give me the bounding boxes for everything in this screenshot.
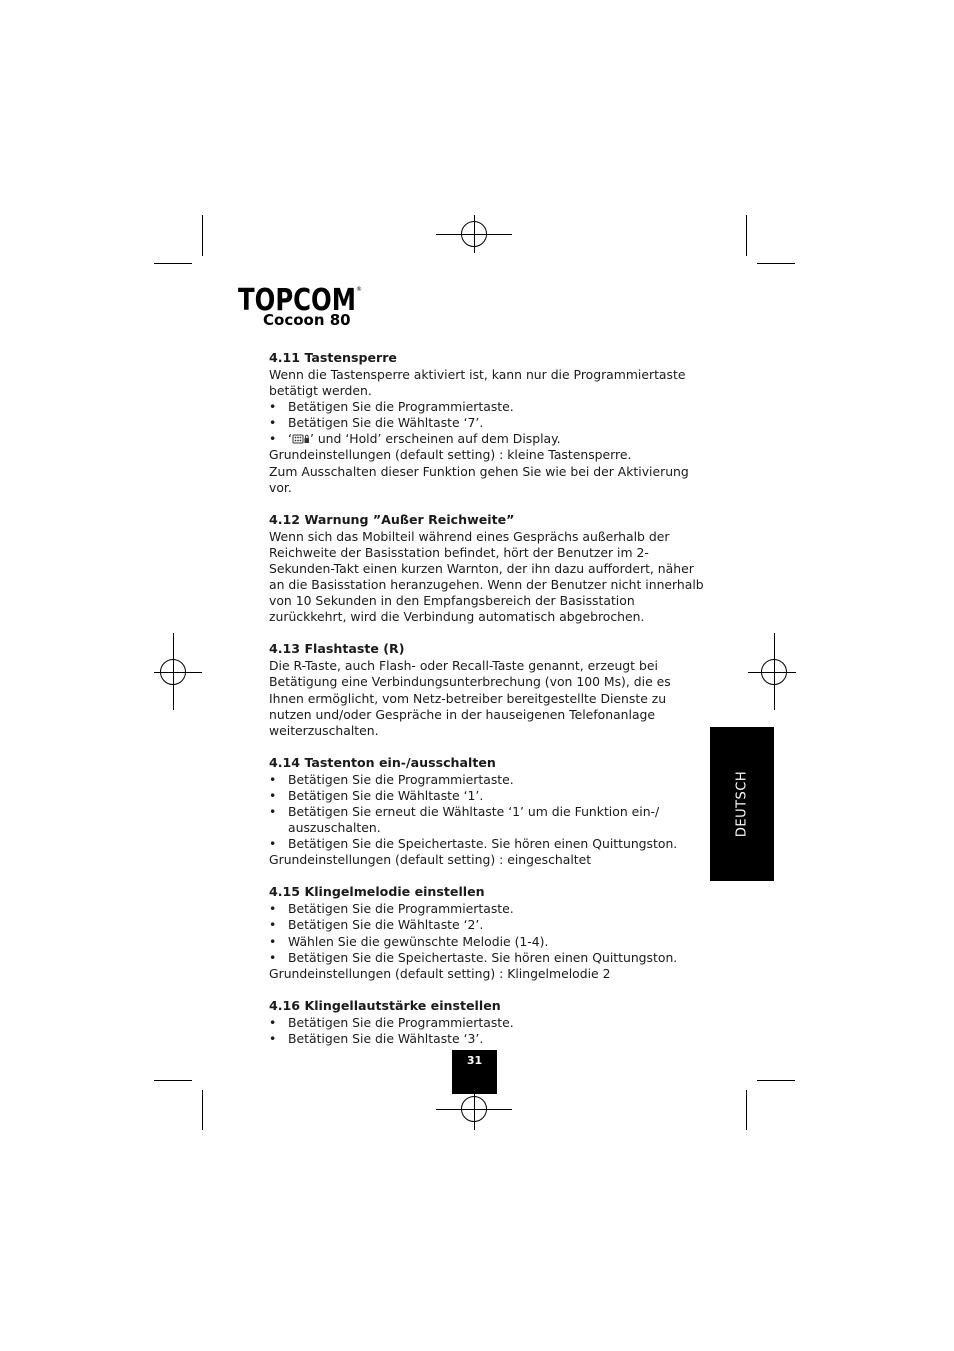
topcom-logo xyxy=(238,281,363,315)
section-tastenton xyxy=(269,754,709,869)
list-item: • Betätigen Sie die Wähltaste ‘1’. xyxy=(269,788,709,804)
crop-mark xyxy=(202,1090,203,1130)
language-tab-label: DEUTSCH xyxy=(734,770,750,838)
svg-text:TOPCOM: TOPCOM xyxy=(238,283,356,315)
section-text: Grundeinstellungen (default setting) : eingeschaltet xyxy=(269,852,592,868)
manual-content xyxy=(269,349,709,1062)
section-text: Wenn sich das Mobilteil während eines Gesprächs außerhalb der Reichweite der Basisstation befindet, hört der Benutzer im 2-Sekunden-Takt einen kurzen Warnton, der ihn dazu auffordert, näher an die Basisstation heranzugehen. Wenn der Benutzer nicht innerhalb von 10 Sekunden in den Empfangsbereich der Basisstation zurückkehrt, wird die Verbindung automatisch abgebrochen. xyxy=(269,528,704,625)
section-heading: 4.12 Warnung ”Außer Reichweite” xyxy=(269,511,515,527)
bullet-list xyxy=(269,1015,709,1047)
language-tab xyxy=(710,727,774,881)
registration-circle xyxy=(160,659,186,685)
list-item: • Betätigen Sie die Wähltaste ‘2’. xyxy=(269,917,709,933)
section-klingellautstaerke xyxy=(269,997,709,1047)
list-item: • Betätigen Sie die Wähltaste ‘7’. xyxy=(269,415,709,431)
list-item: • Wählen Sie die gewünschte Melodie (1-4). xyxy=(269,934,709,950)
page-number: 31 xyxy=(466,1054,483,1067)
crop-mark xyxy=(746,1090,747,1130)
list-item: • Betätigen Sie die Speichertaste. Sie hören einen Quittungston. xyxy=(269,836,709,852)
crop-mark xyxy=(154,263,192,264)
section-text: Zum Ausschalten dieser Funktion gehen Sie wie bei der Aktivierung vor. xyxy=(269,463,689,495)
section-text: Grundeinstellungen (default setting) : Klingelmelodie 2 xyxy=(269,965,611,981)
section-text: Grundeinstellungen (default setting) : kleine Tastensperre. xyxy=(269,447,632,463)
list-item: • Betätigen Sie die Programmiertaste. xyxy=(269,901,709,917)
crop-mark xyxy=(757,1080,795,1081)
section-tastensperre xyxy=(269,349,709,496)
page-number-box xyxy=(452,1050,497,1094)
crop-mark xyxy=(154,1080,192,1081)
crop-mark xyxy=(202,215,203,256)
section-flashtaste xyxy=(269,640,709,738)
registration-circle xyxy=(461,221,487,247)
bullet-list xyxy=(269,399,709,447)
section-heading: 4.15 Klingelmelodie einstellen xyxy=(269,884,485,900)
registration-circle xyxy=(461,1096,487,1122)
crop-mark xyxy=(746,215,747,256)
keypad-lock-icon xyxy=(292,433,310,444)
model-name: Cocoon 80 xyxy=(263,311,351,329)
bullet-list xyxy=(269,772,709,852)
list-item: • Betätigen Sie die Programmiertaste. xyxy=(269,1015,709,1031)
section-warnung-reichweite xyxy=(269,511,709,626)
section-heading: 4.13 Flashtaste (R) xyxy=(269,641,405,657)
crop-mark xyxy=(757,263,795,264)
list-item: • Betätigen Sie die Programmiertaste. xyxy=(269,399,709,415)
section-heading: 4.14 Tastenton ein-/ausschalten xyxy=(269,754,496,770)
svg-text:®: ® xyxy=(356,286,362,293)
list-item: • ‘ ’ und ‘Hold’ erscheinen auf dem Display. xyxy=(269,431,709,447)
list-item: • Betätigen Sie erneut die Wähltaste ‘1’ um die Funktion ein-/ auszuschalten. xyxy=(269,804,709,836)
section-text: Wenn die Tastensperre aktiviert ist, kann nur die Programmiertaste betätigt werden. xyxy=(269,367,686,399)
bullet-list xyxy=(269,901,709,965)
section-text: Die R-Taste, auch Flash- oder Recall-Taste genannt, erzeugt bei Betätigung eine Verbindungsunterbrechung (von 100 Ms), die es Ihnen ermöglicht, vom Netz-betreiber bereitgestellte Dienste zu nutzen und/oder Gespräche in der hauseigenen Telefonanlage weiterzuschalten. xyxy=(269,658,671,738)
section-heading: 4.11 Tastensperre xyxy=(269,350,397,365)
section-klingelmelodie xyxy=(269,883,709,981)
section-heading: 4.16 Klingellautstärke einstellen xyxy=(269,997,501,1013)
list-item: • Betätigen Sie die Speichertaste. Sie hören einen Quittungston. xyxy=(269,950,709,966)
list-item: • Betätigen Sie die Wähltaste ‘3’. xyxy=(269,1031,709,1047)
list-item: • Betätigen Sie die Programmiertaste. xyxy=(269,772,709,788)
registration-circle xyxy=(761,659,787,685)
